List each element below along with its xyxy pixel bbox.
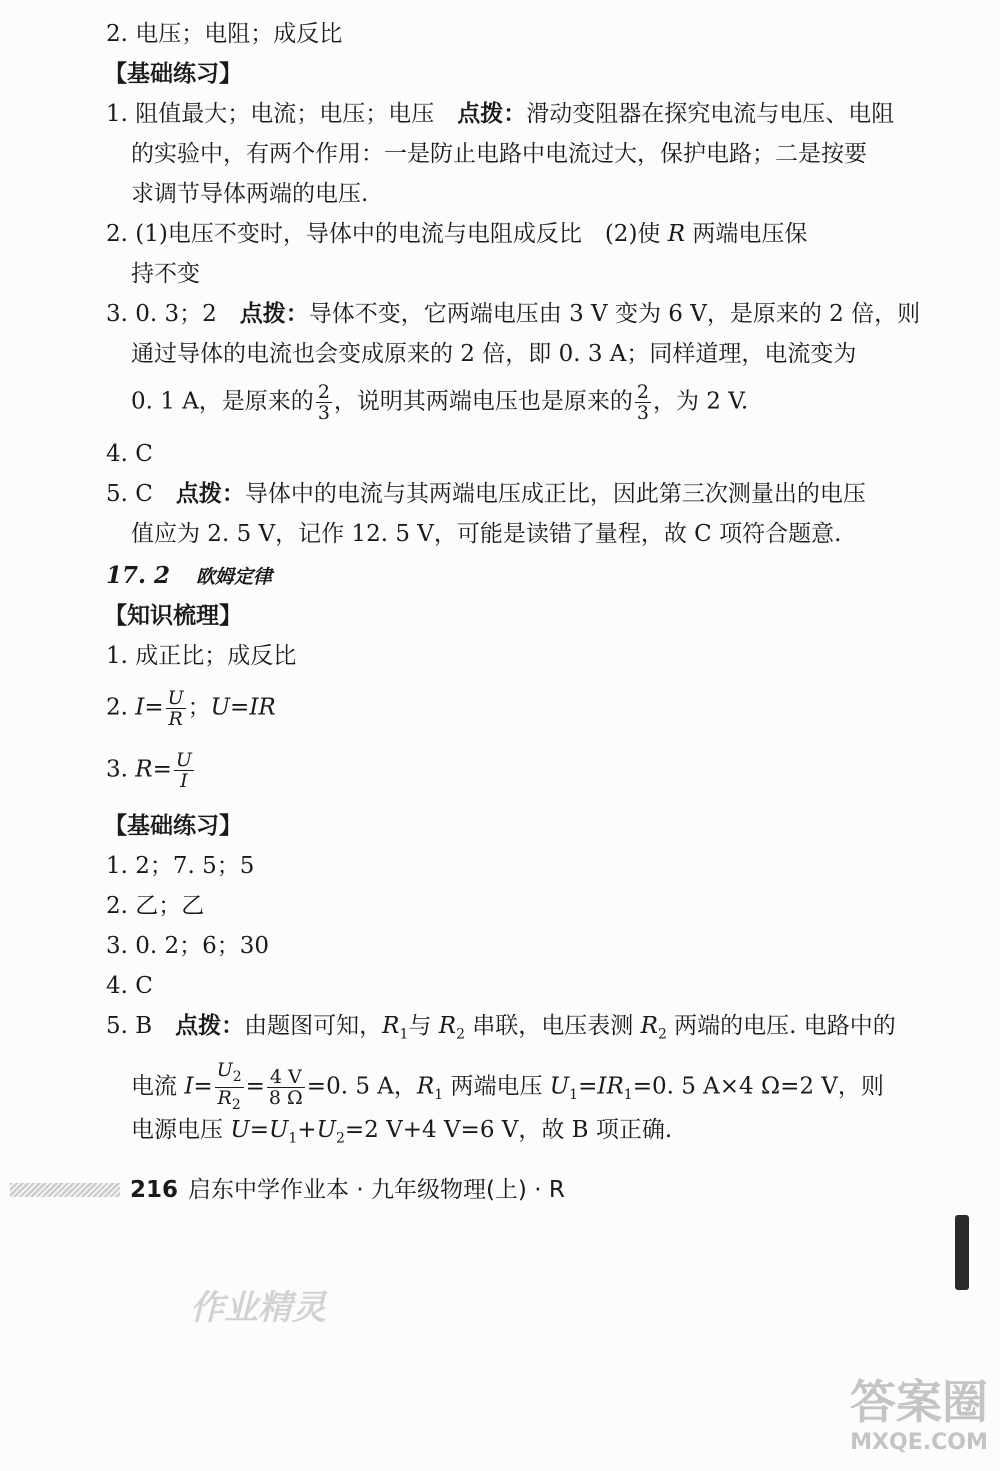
page-number: 216 [130,1177,179,1203]
section-heading-knowledge: 【知识梳理】 [104,602,242,629]
answer-line: 2. (1)电压不变时，导体中的电流与电阻成反比 (2)使 R 两端电压保 [106,221,808,247]
section-title: 17. 2 欧姆定律 [106,562,273,589]
stamp-watermark: 作业精灵 [190,1288,326,1328]
answer-line: 电流 I= $\frac{U_2}{R_2}$ = $\frac{4 V}{8 \Omega}$ =0. 5 A，$R_1$ 两端电压 $U_1=IR_1=0$. 5 A×4 Ω=2 V，则 [131,1059,884,1113]
section-heading-basic-practice: 【基础练习】 [104,812,242,839]
answer-line: 的实验中，有两个作用：一是防止电路中电流过大，保护电路；二是按要 [131,141,867,167]
answer-line: 值应为 2. 5 V，记作 12. 5 V，可能是读错了量程，故 C 项符合题意. [131,521,842,547]
answer-line: 4. C [106,973,153,999]
answer-line: 0. 1 A，是原来的 $\frac{2}{3}$ ，说明其两端电压也是原来的 $\frac{2}{3}$ ，为 2 V. [131,381,749,424]
answer-line: 2. 乙；乙 [106,893,205,919]
fraction: $\frac{2}{3}$ [317,381,330,424]
answer-line: 电源电压 $U=U_1+U_2=2$ V+4 V=6 V，故 B 项正确. [131,1117,673,1147]
fraction: $\frac{U_2}{R_2}$ [216,1059,242,1113]
hint-label: 点拨： [457,101,527,127]
answer-line: 4. C [106,441,153,467]
answer-line: 3. 0. 2；6；30 [106,933,270,959]
answer-line: 1. 成正比；成反比 [106,643,297,669]
formula-line: 2. I= $\frac{U}{R}$ ；U=IR [106,687,276,730]
answer-line: 2. 电压；电阻；成反比 [106,21,343,47]
answer-line: 1. 阻值最大；电流；电压；电压 点拨：滑动变阻器在探究电流与电压、电阻 [106,101,895,127]
hint-label: 点拨： [175,481,245,507]
answer-line: 通过导体的电流也会变成原来的 2 倍，即 0. 3 A；同样道理，电流变为 [131,341,857,367]
hint-label: 点拨： [175,1013,245,1039]
site-watermark: 答案圈 MXQE.COM [850,1375,988,1455]
answer-line: 3. 0. 3；2 点拨：导体不变，它两端电压由 3 V 变为 6 V，是原来的 2 倍，则 [106,301,921,327]
answer-line: 5. C 点拨：导体中的电流与其两端电压成正比，因此第三次测量出的电压 [106,481,866,507]
section-heading-basic-practice: 【基础练习】 [104,60,242,87]
answer-line: 求调节导体两端的电压. [131,181,369,207]
answer-line: 持不变 [131,261,200,287]
book-title: 启东中学作业本 · 九年级物理(上) · R [188,1177,565,1203]
formula-line: 3. R= $\frac{U}{I}$ [106,749,192,792]
answer-line: 1. 2；7. 5；5 [106,853,255,879]
fraction: $\frac{U}{R}$ [167,687,184,730]
fraction: $\frac{U}{I}$ [175,749,192,792]
fraction: $\frac{4 V}{8 \Omega}$ [268,1065,303,1109]
fraction: $\frac{2}{3}$ [636,381,649,424]
scan-artifact [955,1215,969,1290]
decorative-pattern [10,1183,120,1197]
hint-label: 点拨： [239,301,309,327]
answer-line: 5. B 点拨：由题图可知，$R_1$与 $R_2$ 串联，电压表测 $R_2$ 两端的电压. 电路中的 [106,1013,896,1043]
page-footer [0,1173,1000,1207]
